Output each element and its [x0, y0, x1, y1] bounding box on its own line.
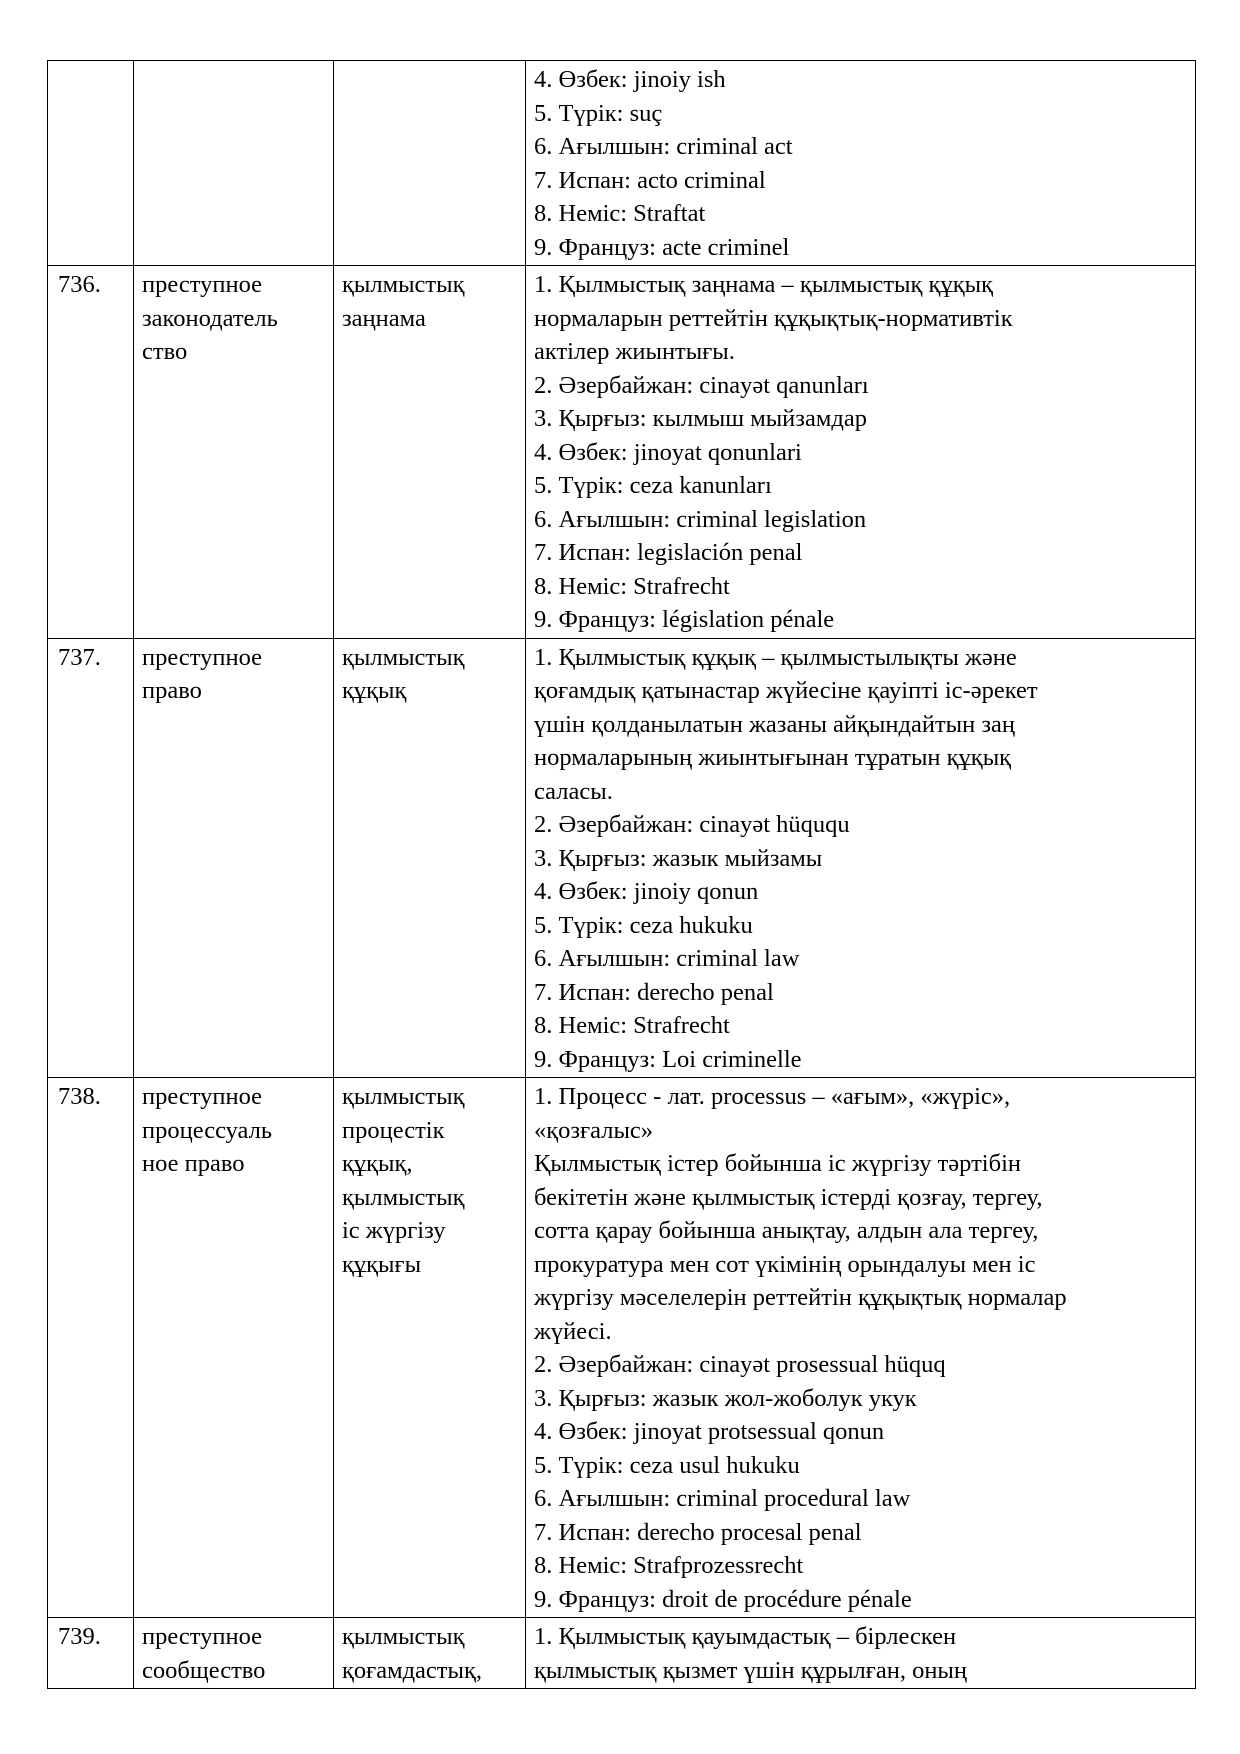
kazakh-term-cell	[334, 61, 526, 266]
translation-line: 4. Өзбек: jinoiy ish	[534, 66, 726, 93]
kazakh-term-line: процестік	[342, 1116, 445, 1144]
translation-line: 5. Түрік: suç	[534, 99, 663, 127]
kazakh-term-line: құқық	[342, 677, 407, 704]
russian-term-line: преступное	[142, 643, 262, 671]
kazakh-term-line: қылмыстық	[342, 271, 465, 298]
translation-line: 9. Француз: Loi criminelle	[534, 1045, 802, 1073]
translation-line: 2. Әзербайжан: cinayət prosessual hüquq	[534, 1351, 946, 1378]
russian-term-cell	[134, 266, 334, 639]
definition-cell	[526, 266, 1196, 639]
translation-line: 2. Әзербайжан: cinayət qanunları	[534, 371, 869, 399]
definition-line: нормаларын реттейтін құқықтық-нормативтік	[534, 304, 1013, 332]
definition-line: «қозғалыс»	[534, 1116, 654, 1144]
russian-term-line: сообщество	[142, 1656, 266, 1684]
definition-line: Қылмыстық істер бойынша іс жүргізу тәртібін	[534, 1150, 1021, 1177]
russian-term-line: преступное	[142, 1623, 262, 1650]
definition-line: қылмыстық қызмет үшін құрылған, оның	[534, 1656, 967, 1684]
russian-term-cell	[134, 1618, 334, 1689]
russian-term-cell	[134, 638, 334, 1078]
definition-line: 1. Қылмыстық заңнама – қылмыстық құқық	[534, 271, 993, 298]
kazakh-term-cell	[334, 638, 526, 1078]
kazakh-term-line: қылмыстық	[342, 1183, 465, 1211]
translation-line: 6. Ағылшын: criminal law	[534, 945, 800, 972]
russian-term-line: законодатель	[142, 304, 278, 332]
table-row	[48, 1078, 1196, 1618]
definition-line: 1. Процесс - лат. processus – «ағым», «жүріс»,	[534, 1083, 1011, 1110]
definition-cell	[526, 1078, 1196, 1618]
kazakh-term-line: құқығы	[342, 1250, 422, 1278]
definition-line: прокуратура мен сот үкімінің орындалуы мен іс	[534, 1250, 1036, 1278]
entry-number: 737.	[48, 638, 134, 1078]
glossary-table	[47, 60, 1196, 1689]
russian-term-line: ное право	[142, 1150, 245, 1177]
kazakh-term-line: құқық,	[342, 1150, 413, 1177]
russian-term-cell	[134, 61, 334, 266]
translation-line: 6. Ағылшын: criminal act	[534, 133, 793, 160]
definition-line: қоғамдық қатынастар жүйесіне қауіпті іс-әрекет	[534, 677, 1038, 704]
translation-line: 3. Қырғыз: жазык мыйзамы	[534, 844, 823, 872]
translation-line: 2. Әзербайжан: cinayət hüququ	[534, 811, 850, 838]
kazakh-term-line: заңнама	[342, 304, 426, 332]
entry-number: 738.	[48, 1078, 134, 1618]
translation-line: 6. Ағылшын: criminal procedural law	[534, 1485, 911, 1512]
translation-line: 4. Өзбек: jinoyat qonunlari	[534, 438, 802, 466]
russian-term-line: ство	[142, 338, 188, 365]
definition-line: 1. Қылмыстық қауымдастық – бірлескен	[534, 1623, 957, 1650]
russian-term-line: процессуаль	[142, 1116, 273, 1144]
table-row	[48, 638, 1196, 1078]
russian-term-line: право	[142, 677, 202, 704]
definition-cell	[526, 638, 1196, 1078]
definition-line: сотта қарау бойынша анықтау, алдын ала тергеу,	[534, 1217, 1039, 1244]
kazakh-term-line: қылмыстық	[342, 1623, 465, 1650]
translation-line: 5. Түрік: ceza hukuku	[534, 911, 753, 939]
translation-line: 8. Неміс: Strafrecht	[534, 572, 730, 600]
translation-line: 3. Қырғыз: жазык жол-жоболук укук	[534, 1384, 917, 1412]
translation-line: 4. Өзбек: jinoyat protsessual qonun	[534, 1418, 885, 1445]
kazakh-term-line: қоғамдастық,	[342, 1656, 482, 1684]
table-row	[48, 266, 1196, 639]
translation-line: 7. Испан: legislación penal	[534, 539, 803, 566]
kazakh-term-cell	[334, 266, 526, 639]
glossary-body	[48, 61, 1196, 1689]
definition-line: саласы.	[534, 777, 613, 805]
translation-line: 9. Француз: droit de procédure pénale	[534, 1585, 912, 1613]
translation-line: 5. Түрік: ceza usul hukuku	[534, 1451, 800, 1479]
translation-line: 7. Испан: acto criminal	[534, 166, 766, 194]
definition-line: жүйесі.	[534, 1317, 612, 1345]
translation-line: 8. Неміс: Straftat	[534, 200, 706, 227]
entry-number: 736.	[48, 266, 134, 639]
definition-line: актілер жиынтығы.	[534, 338, 735, 365]
kazakh-term-line: қылмыстық	[342, 643, 465, 671]
translation-line: 4. Өзбек: jinoiy qonun	[534, 878, 759, 905]
kazakh-term-cell	[334, 1078, 526, 1618]
translation-line: 6. Ағылшын: criminal legislation	[534, 505, 867, 533]
translation-line: 8. Неміс: Strafprozessrecht	[534, 1552, 804, 1579]
entry-number	[48, 61, 134, 266]
definition-cell	[526, 61, 1196, 266]
kazakh-term-cell	[334, 1618, 526, 1689]
entry-number: 739.	[48, 1618, 134, 1689]
russian-term-line: преступное	[142, 271, 262, 298]
definition-line: бекітетін және қылмыстық істерді қозғау, тергеу,	[534, 1183, 1043, 1211]
definition-line: үшін қолданылатын жазаны айқындайтын заң	[534, 710, 1016, 738]
definition-line: нормаларының жиынтығынан тұратын құқық	[534, 744, 1012, 771]
kazakh-term-line: қылмыстық	[342, 1083, 465, 1110]
russian-term-cell	[134, 1078, 334, 1618]
russian-term-line: преступное	[142, 1083, 262, 1110]
translation-line: 9. Француз: législation pénale	[534, 606, 835, 633]
translation-line: 3. Қырғыз: кылмыш мыйзамдар	[534, 405, 867, 432]
translation-line: 9. Француз: acte criminel	[534, 233, 790, 261]
translation-line: 5. Түрік: ceza kanunları	[534, 472, 772, 499]
translation-line: 8. Неміс: Strafrecht	[534, 1012, 730, 1039]
table-row	[48, 61, 1196, 266]
table-row	[48, 1618, 1196, 1689]
definition-line: 1. Қылмыстық құқық – қылмыстылықты және	[534, 643, 1017, 671]
definition-cell	[526, 1618, 1196, 1689]
kazakh-term-line: іс жүргізу	[342, 1217, 446, 1244]
translation-line: 7. Испан: derecho procesal penal	[534, 1518, 862, 1546]
translation-line: 7. Испан: derecho penal	[534, 978, 774, 1006]
definition-line: жүргізу мәселелерін реттейтін құқықтық нормалар	[534, 1284, 1067, 1311]
